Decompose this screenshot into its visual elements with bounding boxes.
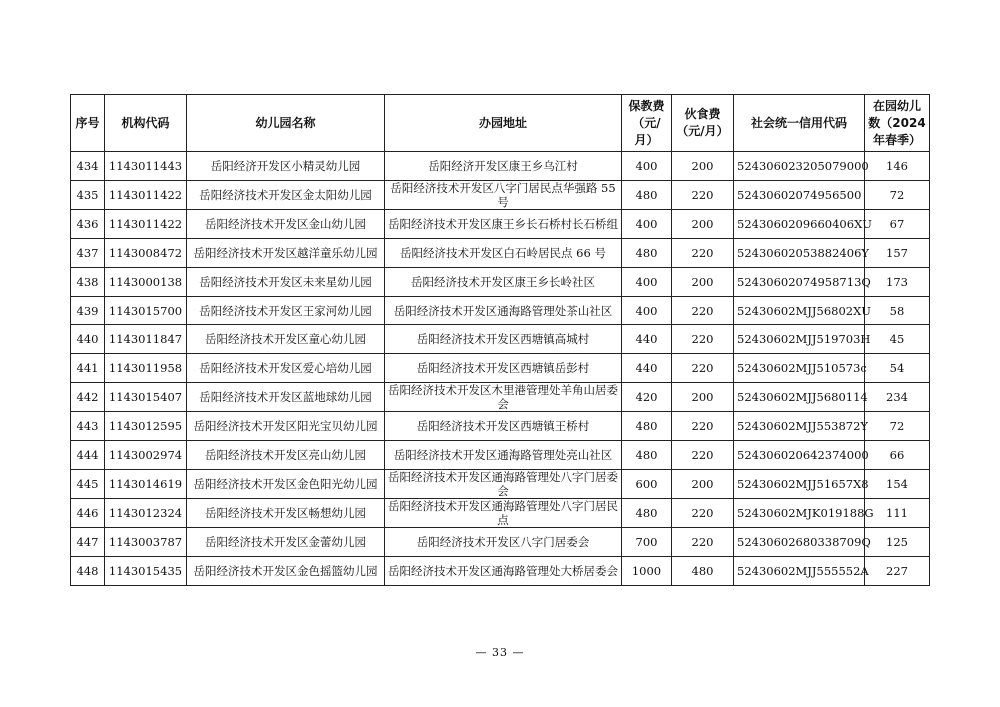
cell-seq: 434 [71, 152, 105, 181]
table-row [71, 383, 930, 412]
cell-address: 岳阳经济技术开发区通海路管理处八字门居民点 [385, 499, 622, 528]
cell-meal-fee: 220 [672, 412, 734, 441]
cell-kindergarten-name: 岳阳经济技术开发区金色摇篮幼儿园 [187, 556, 385, 585]
cell-kindergarten-name: 岳阳经济技术开发区爱心培幼儿园 [187, 354, 385, 383]
cell-institution-code: 1143014619 [105, 470, 187, 499]
cell-institution-code: 1143002974 [105, 441, 187, 470]
cell-kindergarten-name: 岳阳经济技术开发区金太阳幼儿园 [187, 180, 385, 209]
cell-kindergarten-name: 岳阳经济技术开发区金蕾幼儿园 [187, 528, 385, 557]
cell-kindergarten-name: 岳阳经济技术开发区王家河幼儿园 [187, 296, 385, 325]
cell-address: 岳阳经济技术开发区康王乡长岭社区 [385, 267, 622, 296]
cell-kindergarten-name: 岳阳经济技术开发区越洋童乐幼儿园 [187, 238, 385, 267]
cell-address: 岳阳经济技术开发区通海路管理处大桥居委会 [385, 556, 622, 585]
cell-tuition-fee: 400 [622, 267, 672, 296]
table-row [71, 180, 930, 209]
cell-meal-fee: 220 [672, 499, 734, 528]
cell-credit-code: 52430602MJJ519703H [734, 325, 865, 354]
cell-institution-code: 1143011422 [105, 180, 187, 209]
cell-kindergarten-name: 岳阳经济技术开发区金山幼儿园 [187, 209, 385, 238]
cell-seq: 439 [71, 296, 105, 325]
cell-kindergarten-name: 岳阳经济技术开发区金色阳光幼儿园 [187, 470, 385, 499]
cell-enrolled-children: 234 [865, 383, 930, 412]
cell-meal-fee: 200 [672, 470, 734, 499]
cell-seq: 446 [71, 499, 105, 528]
cell-credit-code: 5243060209660406XU [734, 209, 865, 238]
cell-institution-code: 1143011443 [105, 152, 187, 181]
cell-credit-code: 52430602MJJ555552A [734, 556, 865, 585]
cell-address: 岳阳经济技术开发区通海路管理处亮山社区 [385, 441, 622, 470]
cell-credit-code: 52430602053882406Y [734, 238, 865, 267]
cell-tuition-fee: 1000 [622, 556, 672, 585]
table-row [71, 325, 930, 354]
cell-kindergarten-name: 岳阳经济技术开发区童心幼儿园 [187, 325, 385, 354]
cell-kindergarten-name: 岳阳经济技术开发区亮山幼儿园 [187, 441, 385, 470]
cell-credit-code: 52430602MJK019188G [734, 499, 865, 528]
cell-address: 岳阳经济技术开发区通海路管理处茶山社区 [385, 296, 622, 325]
cell-institution-code: 1143012324 [105, 499, 187, 528]
header-credit-code: 社会统一信用代码 [734, 95, 865, 152]
header-address: 办园地址 [385, 95, 622, 152]
cell-enrolled-children: 58 [865, 296, 930, 325]
cell-institution-code: 1143011847 [105, 325, 187, 354]
cell-meal-fee: 200 [672, 267, 734, 296]
cell-address: 岳阳经济技术开发区八字门居委会 [385, 528, 622, 557]
cell-kindergarten-name: 岳阳经济技术开发区畅想幼儿园 [187, 499, 385, 528]
cell-tuition-fee: 600 [622, 470, 672, 499]
kindergarten-fee-table [70, 94, 930, 586]
cell-meal-fee: 220 [672, 528, 734, 557]
cell-credit-code: 52430602MJJ510573c [734, 354, 865, 383]
cell-tuition-fee: 400 [622, 209, 672, 238]
cell-enrolled-children: 54 [865, 354, 930, 383]
cell-institution-code: 1143011958 [105, 354, 187, 383]
cell-kindergarten-name: 岳阳经济开发区小精灵幼儿园 [187, 152, 385, 181]
header-institution-code: 机构代码 [105, 95, 187, 152]
cell-tuition-fee: 420 [622, 383, 672, 412]
cell-enrolled-children: 173 [865, 267, 930, 296]
cell-meal-fee: 220 [672, 296, 734, 325]
cell-meal-fee: 220 [672, 180, 734, 209]
cell-address: 岳阳经济技术开发区白石岭居民点 66 号 [385, 238, 622, 267]
cell-address: 岳阳经济开发区康王乡乌江村 [385, 152, 622, 181]
cell-address: 岳阳经济技术开发区八字门居民点华强路 55 号 [385, 180, 622, 209]
cell-seq: 437 [71, 238, 105, 267]
cell-meal-fee: 200 [672, 383, 734, 412]
cell-enrolled-children: 125 [865, 528, 930, 557]
cell-tuition-fee: 480 [622, 412, 672, 441]
cell-tuition-fee: 700 [622, 528, 672, 557]
page-number: — 33 — [475, 646, 525, 659]
cell-institution-code: 1143015435 [105, 556, 187, 585]
cell-tuition-fee: 440 [622, 325, 672, 354]
table-row [71, 238, 930, 267]
cell-credit-code: 52430602074956500 [734, 180, 865, 209]
table-row [71, 528, 930, 557]
cell-institution-code: 1143003787 [105, 528, 187, 557]
cell-enrolled-children: 67 [865, 209, 930, 238]
table-row [71, 354, 930, 383]
cell-meal-fee: 220 [672, 354, 734, 383]
cell-seq: 443 [71, 412, 105, 441]
cell-seq: 440 [71, 325, 105, 354]
cell-meal-fee: 200 [672, 209, 734, 238]
table-body [71, 152, 930, 586]
cell-seq: 444 [71, 441, 105, 470]
cell-enrolled-children: 111 [865, 499, 930, 528]
cell-enrolled-children: 154 [865, 470, 930, 499]
cell-institution-code: 1143015407 [105, 383, 187, 412]
cell-enrolled-children: 227 [865, 556, 930, 585]
cell-credit-code: 524306020642374000 [734, 441, 865, 470]
cell-enrolled-children: 146 [865, 152, 930, 181]
cell-seq: 441 [71, 354, 105, 383]
cell-kindergarten-name: 岳阳经济技术开发区阳光宝贝幼儿园 [187, 412, 385, 441]
cell-credit-code: 52430602MJJ5680114 [734, 383, 865, 412]
cell-seq: 447 [71, 528, 105, 557]
cell-address: 岳阳经济技术开发区通海路管理处八字门居委会 [385, 470, 622, 499]
cell-credit-code: 52430602MJJ553872Y [734, 412, 865, 441]
header-seq: 序号 [71, 95, 105, 152]
cell-institution-code: 1143011422 [105, 209, 187, 238]
cell-address: 岳阳经济技术开发区木里港管理处羊角山居委会 [385, 383, 622, 412]
cell-institution-code: 1143015700 [105, 296, 187, 325]
cell-institution-code: 1143012595 [105, 412, 187, 441]
cell-tuition-fee: 480 [622, 499, 672, 528]
table-row [71, 296, 930, 325]
cell-credit-code: 52430602074958713Q [734, 267, 865, 296]
cell-seq: 436 [71, 209, 105, 238]
cell-tuition-fee: 400 [622, 152, 672, 181]
cell-credit-code: 52430602MJJ51657X8 [734, 470, 865, 499]
table-row [71, 209, 930, 238]
table-row [71, 412, 930, 441]
cell-seq: 445 [71, 470, 105, 499]
cell-meal-fee: 220 [672, 441, 734, 470]
cell-meal-fee: 480 [672, 556, 734, 585]
cell-tuition-fee: 480 [622, 238, 672, 267]
cell-address: 岳阳经济技术开发区西塘镇高城村 [385, 325, 622, 354]
cell-seq: 435 [71, 180, 105, 209]
cell-enrolled-children: 72 [865, 180, 930, 209]
cell-meal-fee: 220 [672, 238, 734, 267]
cell-meal-fee: 200 [672, 152, 734, 181]
table-header-row [71, 95, 930, 152]
cell-credit-code: 52430602MJJ56802XU [734, 296, 865, 325]
cell-credit-code: 524306023205079000 [734, 152, 865, 181]
cell-tuition-fee: 480 [622, 441, 672, 470]
cell-tuition-fee: 440 [622, 354, 672, 383]
cell-kindergarten-name: 岳阳经济技术开发区蓝地球幼儿园 [187, 383, 385, 412]
cell-address: 岳阳经济技术开发区西塘镇王桥村 [385, 412, 622, 441]
cell-credit-code: 52430602680338709Q [734, 528, 865, 557]
cell-address: 岳阳经济技术开发区西塘镇岳彭村 [385, 354, 622, 383]
cell-address: 岳阳经济技术开发区康王乡长石桥村长石桥组 [385, 209, 622, 238]
table-row [71, 470, 930, 499]
cell-meal-fee: 220 [672, 325, 734, 354]
cell-seq: 442 [71, 383, 105, 412]
header-enrolled-children: 在园幼儿数（2024年春季） [865, 95, 930, 152]
cell-kindergarten-name: 岳阳经济技术开发区未来星幼儿园 [187, 267, 385, 296]
cell-tuition-fee: 480 [622, 180, 672, 209]
table-row [71, 152, 930, 181]
header-tuition-fee: 保教费（元/月） [622, 95, 672, 152]
cell-enrolled-children: 157 [865, 238, 930, 267]
cell-seq: 438 [71, 267, 105, 296]
header-kindergarten-name: 幼儿园名称 [187, 95, 385, 152]
header-meal-fee: 伙食费（元/月） [672, 95, 734, 152]
table-row [71, 441, 930, 470]
cell-institution-code: 1143000138 [105, 267, 187, 296]
cell-institution-code: 1143008472 [105, 238, 187, 267]
table-row [71, 556, 930, 585]
cell-enrolled-children: 66 [865, 441, 930, 470]
table-row [71, 499, 930, 528]
cell-tuition-fee: 400 [622, 296, 672, 325]
cell-enrolled-children: 72 [865, 412, 930, 441]
cell-enrolled-children: 45 [865, 325, 930, 354]
table-row [71, 267, 930, 296]
cell-seq: 448 [71, 556, 105, 585]
